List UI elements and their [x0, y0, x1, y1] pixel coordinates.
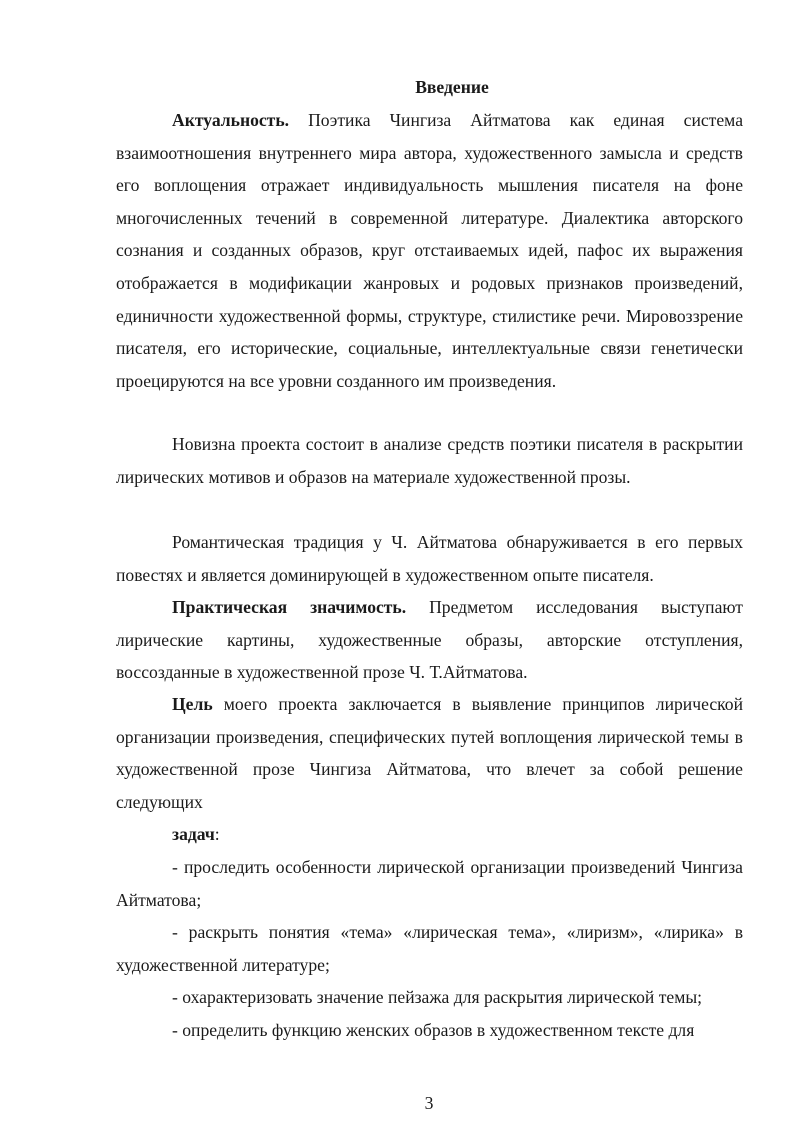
task-item-2 — [116, 916, 743, 981]
task-text: - определить функцию женских образов в художественном тексте для — [172, 1020, 695, 1040]
task-item-3 — [116, 981, 743, 1014]
tasks-label: задач — [172, 824, 215, 844]
practical-label: Практическая значимость. — [172, 597, 407, 617]
goal-text: моего проекта заключается в выявление принципов лирической организации произведения, специфических путей воплощения лирической темы в художественной прозе Чингиза Айтматова, что влечет за собой решение следующих — [116, 694, 743, 812]
goal-paragraph — [116, 688, 743, 818]
romantic-text: Романтическая традиция у Ч. Айтматова обнаруживается в его первых повестях и является доминирующей в художественном опыте писателя. — [116, 532, 743, 585]
actuality-label: Актуальность. — [172, 110, 290, 130]
practical-paragraph — [116, 591, 743, 689]
novelty-text: Новизна проекта состоит в анализе средств поэтики писателя в раскрытии лирических мотивов и образов на материале художественной прозы. — [116, 434, 743, 487]
romantic-paragraph — [116, 526, 743, 591]
actuality-paragraph — [116, 104, 743, 397]
goal-label: Цель — [172, 694, 213, 714]
practical-text: Предметом исследования выступают лирические картины, художественные образы, авторские отступления, воссозданные в художественной прозе Ч. Т.Айтматова. — [116, 597, 743, 683]
task-text: - проследить особенности лирической организации произведений Чингиза Айтматова; — [116, 857, 743, 910]
novelty-paragraph — [116, 428, 743, 493]
page-number: 3 — [424, 1093, 434, 1113]
page-title: Введение — [415, 77, 489, 97]
task-text: - раскрыть понятия «тема» «лирическая тема», «лиризм», «лирика» в художественной литературе; — [116, 922, 743, 975]
task-item-1 — [116, 851, 743, 916]
actuality-text: Поэтика Чингиза Айтматова как единая система взаимоотношения внутреннего мира автора, художественного замысла и средств его воплощения отражает индивидуальность мышления писателя на фоне многочисленных течений в современной литературе. Диалектика авторского сознания и созданных образов, круг отстаиваемых идей, пафос их выражения отображается в модификации жанровых и родовых признаков произведений, единичности художественной формы, структуре, стилистике речи. Мировоззрение писателя, его исторические, социальные, интеллектуальные связи генетически проецируются на все уровни созданного им произведения. — [116, 110, 743, 391]
tasks-heading — [116, 818, 743, 851]
task-text: - охарактеризовать значение пейзажа для раскрытия лирической темы; — [172, 987, 703, 1007]
tasks-colon: : — [214, 824, 220, 844]
task-item-4 — [116, 1014, 743, 1047]
